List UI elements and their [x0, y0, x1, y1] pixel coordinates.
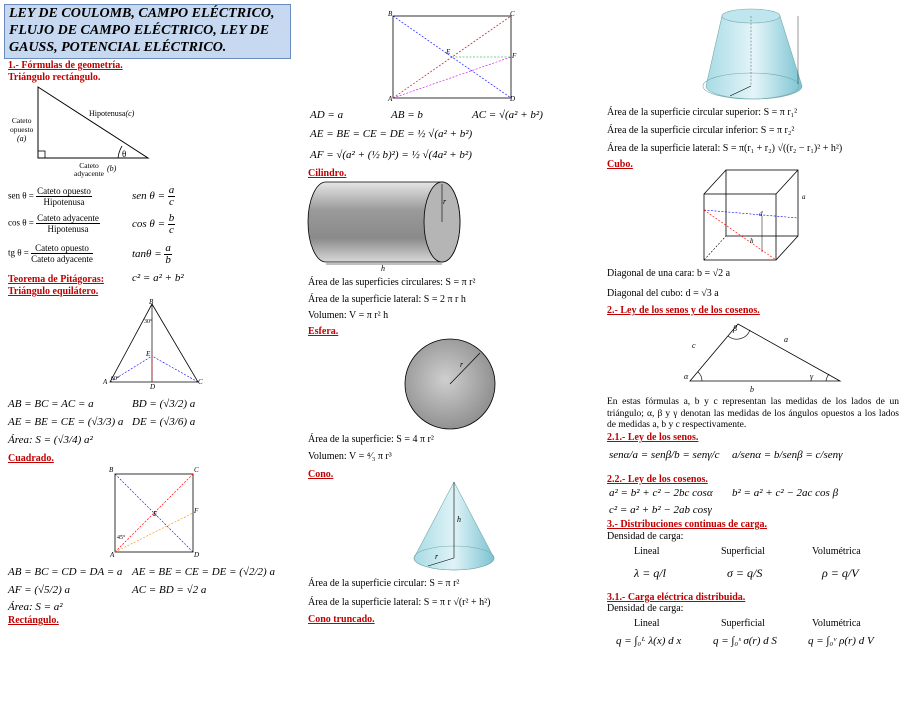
- sq-label-e: E: [153, 510, 158, 518]
- rect-label-e: E: [446, 48, 451, 56]
- tg-num: Cateto opuesto: [31, 243, 93, 254]
- cylinder-figure: [308, 178, 468, 268]
- cone-h-label: h: [457, 515, 461, 524]
- sphere-figure: [400, 336, 500, 436]
- title-line-2: FLUJO DE CAMPO ELÉCTRICO, LEY DE: [9, 23, 270, 38]
- heading-cone: Cono.: [308, 469, 334, 480]
- density-label-1: Densidad de carga:: [607, 531, 684, 542]
- cube-figure: [700, 168, 810, 264]
- cat-op-2: opuesto: [10, 125, 34, 134]
- eq-angle-30: 30°: [144, 319, 153, 325]
- trunc-formula-1: Área de la superficie circular superior: S = π r₁²: [607, 107, 798, 118]
- eq-formula-4: DE = (√3/6) a: [132, 416, 196, 428]
- sq-label-d: D: [194, 551, 200, 559]
- heading-pythagoras: Teorema de Pitágoras:: [8, 274, 105, 285]
- eq-label-a: A: [103, 378, 108, 386]
- cone-formula-1: Área de la superficie circular: S = π r²: [308, 578, 460, 589]
- theta-label: θ: [122, 149, 127, 159]
- tg-den: Cateto adyacente: [31, 254, 93, 264]
- kind-volume-2: Volumétrica: [812, 618, 861, 629]
- cone-figure: [408, 478, 500, 574]
- tri-beta: β: [733, 324, 737, 333]
- trunc-formula-2: Área de la superficie circular inferior: S = π r₂²: [607, 125, 795, 136]
- sq-formula-3: AF = (√5/2) a: [8, 584, 71, 596]
- law-cosines-2: b² = a² + c² − 2ac cos β: [732, 487, 839, 499]
- sen-den: Hipotenusa: [43, 197, 85, 207]
- kind-surface-1: Superficial: [721, 546, 765, 557]
- cylinder-formula-3: Volumen: V = π r² h: [308, 310, 389, 321]
- heading-geometry: 1.- Fórmulas de geometría.: [8, 60, 123, 71]
- eq-formula-3: AE = BE = CE = (√3/3) a: [8, 416, 124, 428]
- cone-formula-2: Área de la superficie lateral: S = π r √(r² + h²): [308, 597, 491, 608]
- heading-distributed-charge: 3.1.- Carga eléctrica distribuida.: [607, 592, 746, 603]
- sen-rnum: a: [168, 184, 175, 196]
- charge-surface: q = ∫₀ˢ σ(r) d S: [713, 635, 777, 647]
- eq-formula-1: AB = BC = AC = a: [8, 398, 94, 410]
- density-label-2: Densidad de carga:: [607, 603, 684, 614]
- kind-linear-1: Lineal: [634, 546, 660, 557]
- sq-formula-4: AC = BD = √2 a: [132, 584, 207, 596]
- sq-formula-2: AE = BE = CE = DE = (√2/2) a: [132, 566, 275, 578]
- cat-ad-2: adyacente: [74, 169, 104, 178]
- eq-label-c: C: [198, 378, 203, 386]
- rect-label-b: B: [388, 10, 393, 18]
- rect-formula-2: AB = b: [391, 109, 423, 121]
- trunc-formula-3: Área de la superficie lateral: S = π(r₁ + r₂) √((r₂ − r₁)² + h²): [607, 143, 843, 154]
- sphere-r-label: r: [460, 360, 464, 369]
- charge-volume: q = ∫₀ᵛ ρ(r) d V: [808, 635, 874, 647]
- title-line-3: GAUSS, POTENCIAL ELÉCTRICO.: [9, 40, 227, 55]
- tri-alpha: α: [684, 372, 689, 381]
- sq-area: Área: S = a²: [8, 601, 63, 613]
- cat-op-3: (a): [17, 134, 27, 143]
- tg-left: tg θ =: [8, 247, 29, 258]
- heading-truncated-cone: Cono truncado.: [308, 614, 375, 625]
- title-box: [4, 4, 291, 59]
- eq-label-e: E: [146, 350, 151, 358]
- kind-linear-2: Lineal: [634, 618, 660, 629]
- law-cosines-1: a² = b² + c² − 2bc cosα: [609, 487, 713, 499]
- tg-right: tanθ =: [132, 248, 162, 261]
- eq-formula-2: BD = (√3/2) a: [132, 398, 196, 410]
- rectangle-figure: [385, 8, 520, 104]
- sq-label-b: B: [109, 466, 114, 474]
- rect-label-d: D: [510, 95, 516, 103]
- heading-continuous-charge: 3.- Distribuciones continuas de carga.: [607, 519, 767, 530]
- kind-surface-2: Superficial: [721, 618, 765, 629]
- cat-ad-3: (b): [107, 164, 117, 173]
- general-triangle-figure: [680, 316, 850, 386]
- cos-den: Hipotenusa: [47, 224, 89, 234]
- law-sines-2: a/senα = b/senβ = c/senγ: [732, 449, 843, 461]
- hip-var: (c): [125, 109, 135, 118]
- heading-rectangle: Rectángulo.: [8, 615, 59, 626]
- cylinder-h-label: h: [381, 264, 385, 273]
- cube-h-label: h: [750, 237, 754, 245]
- heading-equilateral: Triángulo equilátero.: [8, 286, 99, 297]
- rect-formula-1: AD = a: [310, 109, 344, 121]
- title-line-1: LEY DE COULOMB, CAMPO ELÉCTRICO,: [9, 6, 275, 21]
- eq-angle-60: 60°: [111, 376, 120, 382]
- heading-sines-cosines: 2.- Ley de los senos y de los cosenos.: [607, 305, 760, 316]
- hip-label: Hipotenusa: [89, 109, 126, 118]
- rect-label-a: A: [388, 95, 393, 103]
- cube-formula-2: Diagonal del cubo: d = √3 a: [607, 288, 719, 299]
- cos-left: cos θ =: [8, 217, 34, 228]
- density-linear: λ = q/l: [634, 566, 666, 580]
- sen-rden: c: [169, 196, 174, 208]
- law-cosines-3: c² = a² + b² − 2ab cosγ: [609, 504, 712, 516]
- sq-label-f: F: [194, 507, 199, 515]
- heading-square: Cuadrado.: [8, 453, 54, 464]
- sen-num: Cateto opuesto: [37, 186, 91, 196]
- cat-ad-1: Cateto: [79, 161, 99, 170]
- tg-rnum: a: [165, 242, 171, 254]
- rect-formula-5: AF = √(a² + (½ b)²) = ½ √(4a² + b²): [310, 149, 472, 161]
- sen-left: sen θ =: [8, 190, 34, 201]
- cone-r-label: r: [435, 552, 439, 561]
- sq-label-c: C: [194, 466, 199, 474]
- sphere-formula-1: Área de la superficie: S = 4 π r²: [308, 434, 434, 445]
- heading-sphere: Esfera.: [308, 326, 339, 337]
- tri-a: a: [784, 335, 788, 344]
- sq-angle-45: 45°: [117, 535, 126, 541]
- sq-label-a: A: [110, 551, 115, 559]
- eq-label-d: D: [150, 383, 156, 391]
- cylinder-formula-1: Área de las superficies circulares: S = π r²: [308, 277, 476, 288]
- heading-right-triangle: Triángulo rectángulo.: [8, 72, 101, 83]
- rect-label-f: F: [512, 52, 517, 60]
- cos-rden: c: [169, 224, 174, 236]
- cos-num: Cateto adyacente: [37, 213, 99, 223]
- cube-d-label: d: [759, 210, 763, 218]
- cos-right: cos θ =: [132, 218, 165, 231]
- cube-a-label: a: [802, 193, 806, 201]
- rect-formula-4: AE = BE = CE = DE = ½ √(a² + b²): [310, 128, 473, 140]
- rect-formula-3: AC = √(a² + b²): [472, 109, 543, 121]
- heading-cube: Cubo.: [607, 159, 633, 170]
- sq-formula-1: AB = BC = CD = DA = a: [8, 566, 123, 578]
- tri-gamma: γ: [810, 372, 814, 381]
- heading-law-sines: 2.1.- Ley de los senos.: [607, 432, 699, 443]
- cos-rnum: b: [168, 212, 175, 224]
- heading-cylinder: Cilindro.: [308, 168, 347, 179]
- density-surface: σ = q/S: [727, 566, 763, 580]
- charge-linear: q = ∫₀ᴸ λ(x) d x: [616, 635, 682, 647]
- tri-c: c: [692, 341, 696, 350]
- cylinder-formula-2: Área de la superficie lateral: S = 2 π r h: [308, 294, 466, 305]
- law-description: En estas fórmulas a, b y c representan las medidas de los lados de un triángulo; α, β y γ denotan las medidas de los ángulos opuestos a los lados de medidas a, b y c respectivamente.: [607, 397, 899, 430]
- eq-label-b: B: [149, 298, 154, 306]
- law-sines-1: senα/a = senβ/b = senγ/c: [609, 449, 720, 461]
- rect-label-c: C: [510, 10, 515, 18]
- truncated-cone-figure: [700, 6, 812, 106]
- heading-law-cosines: 2.2.- Ley de los cosenos.: [607, 474, 708, 485]
- pythagoras-formula: c² = a² + b²: [132, 272, 184, 284]
- cube-formula-1: Diagonal de una cara: b = √2 a: [607, 268, 731, 279]
- cylinder-r-label: r: [443, 197, 447, 206]
- cat-op-1: Cateto: [11, 116, 32, 125]
- tg-rden: b: [165, 254, 171, 266]
- tri-b: b: [750, 385, 754, 394]
- eq-area: Área: S = (√3/4) a²: [8, 434, 93, 446]
- density-volume: ρ = q/V: [822, 566, 859, 580]
- sen-right: sen θ =: [132, 190, 165, 203]
- kind-volume-1: Volumétrica: [812, 546, 861, 557]
- square-figure: [108, 466, 208, 556]
- sphere-formula-2: Volumen: V = ⁴⁄₃ π r³: [308, 451, 392, 462]
